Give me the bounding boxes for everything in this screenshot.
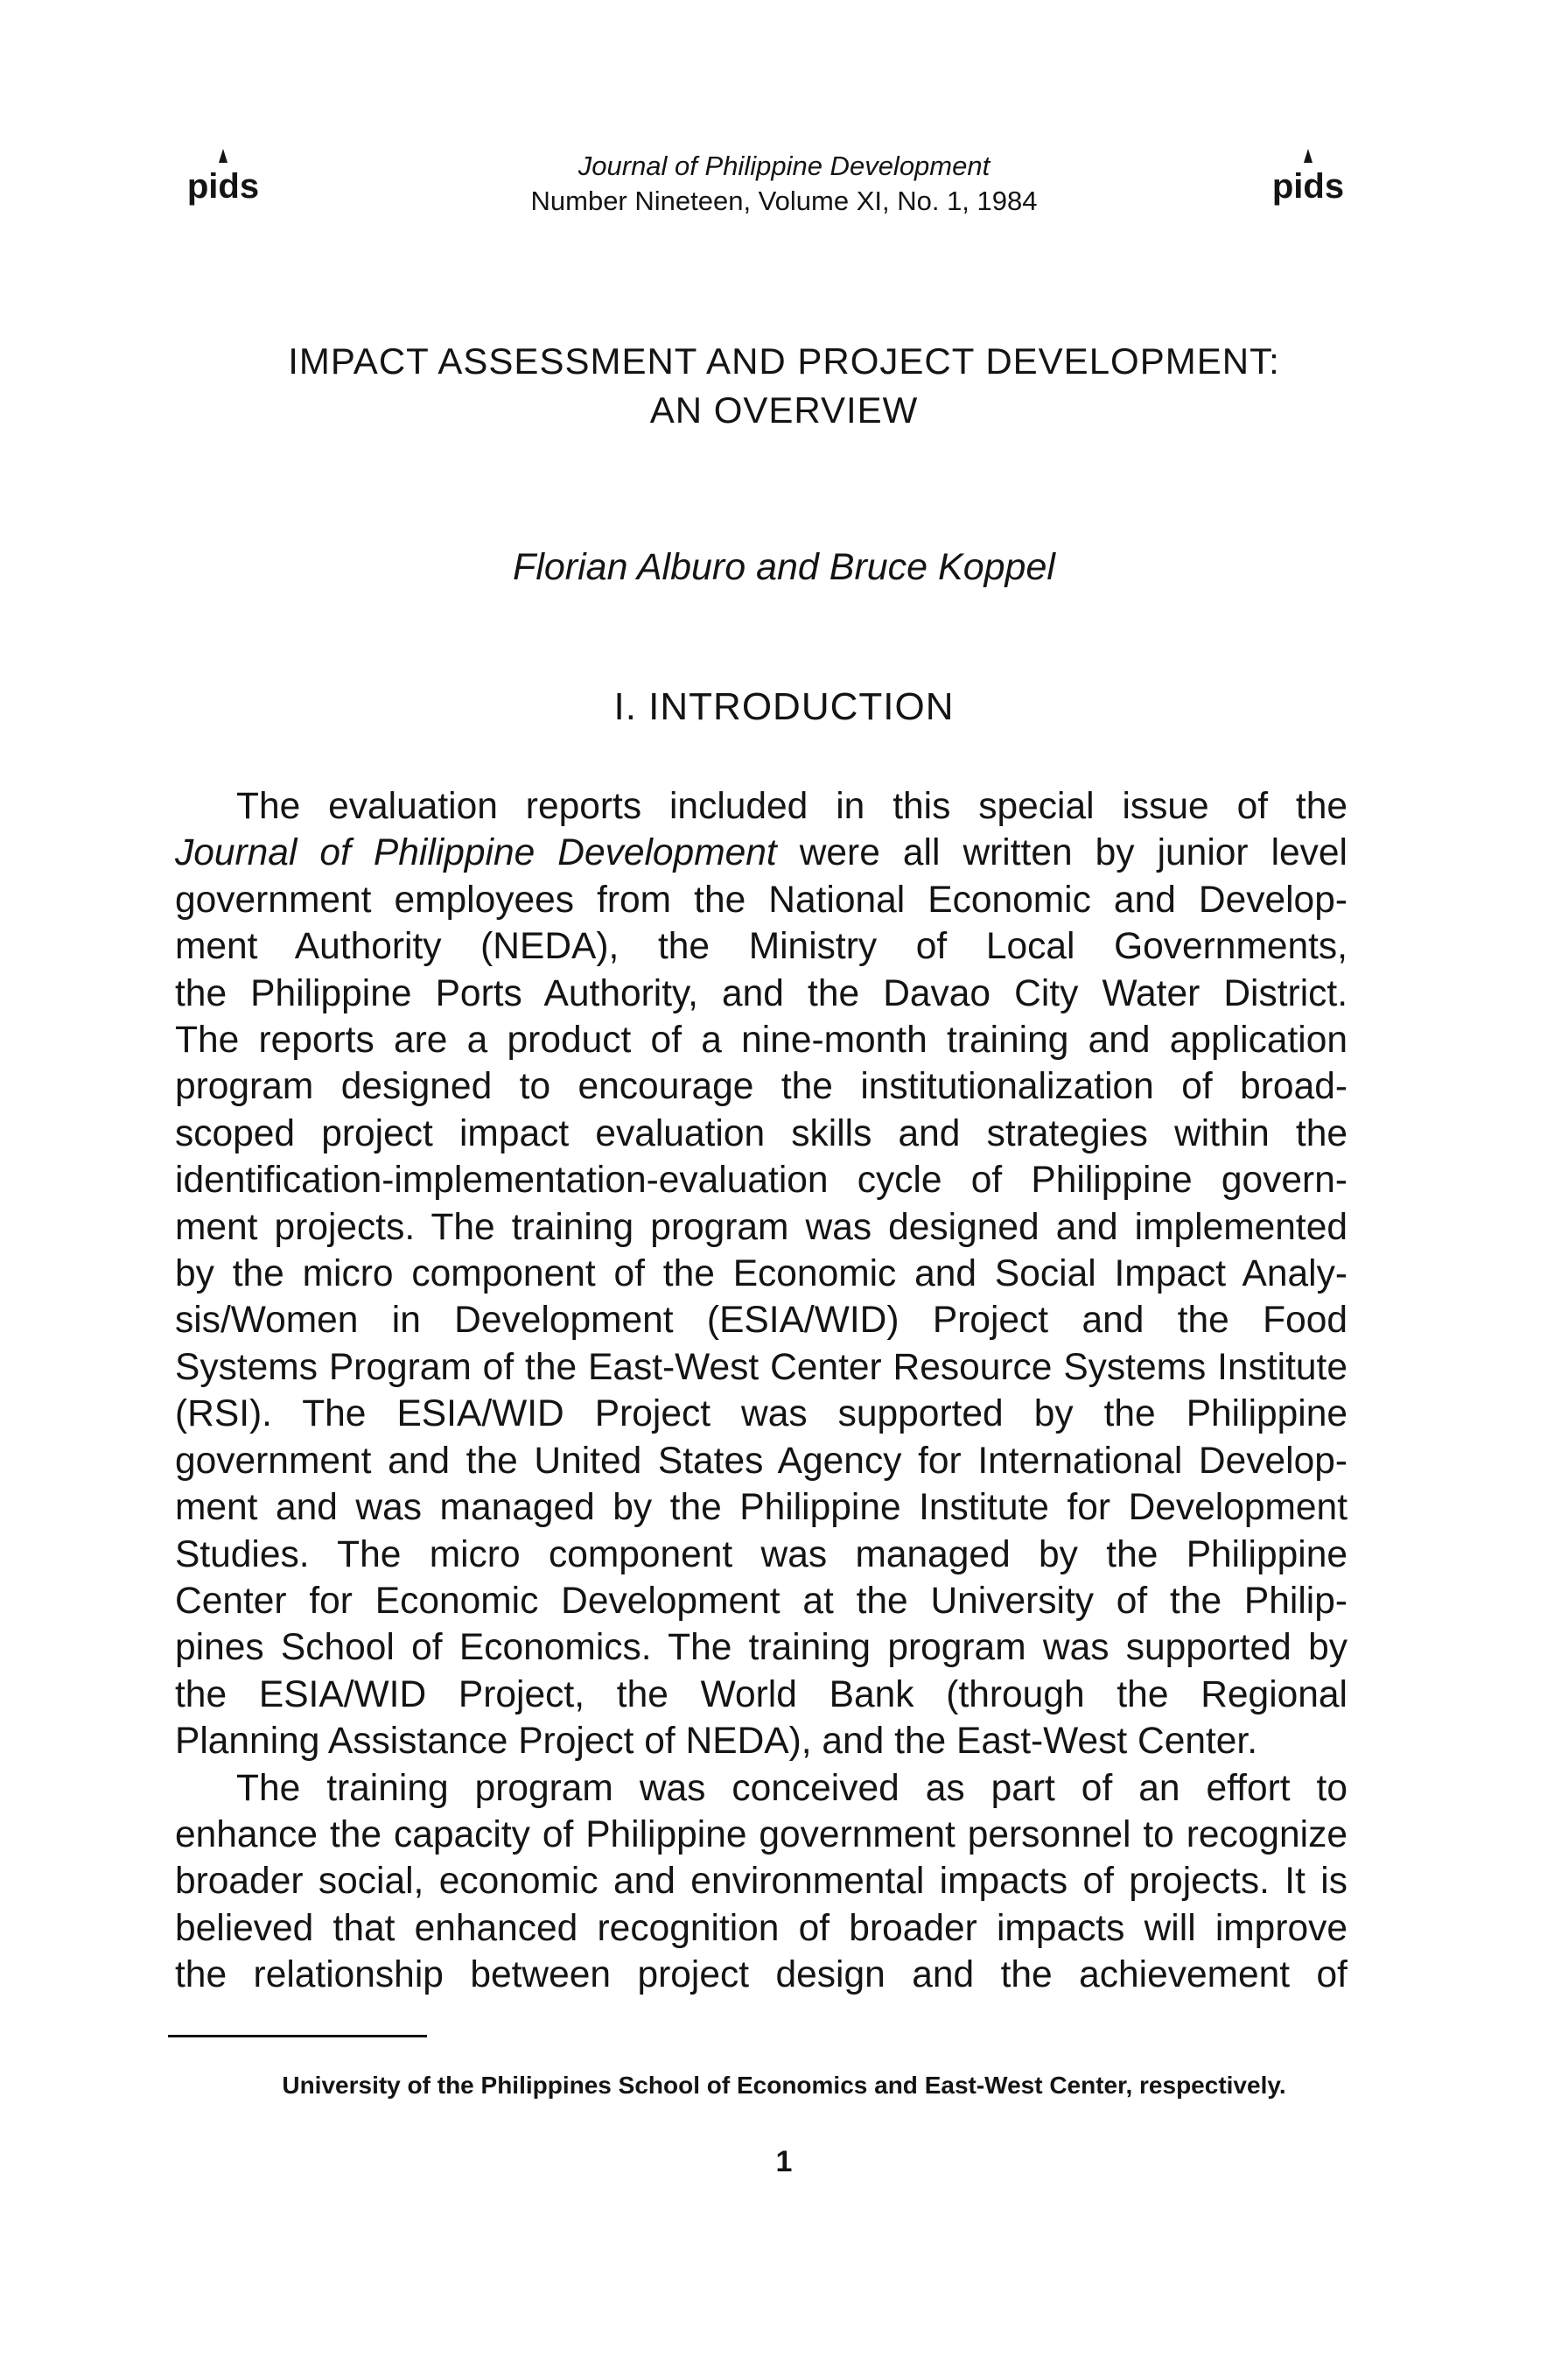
body-line: Planning Assistance Project of NEDA), and the East-West Center. — [175, 1721, 1258, 1763]
body-line: scoped project impact evaluation skills and strategies within the — [175, 1112, 1348, 1154]
footnote-divider — [168, 2035, 427, 2037]
body-line: Systems Program of the East-West Center Resource Systems Institute — [175, 1346, 1348, 1388]
body-line: program designed to encourage the institutionalization of broad- — [175, 1066, 1348, 1108]
body-line — [175, 830, 1348, 876]
article-authors: Florian Alburo and Bruce Koppel — [513, 546, 1055, 588]
body-line: ment projects. The training program was designed and implemented — [175, 1206, 1348, 1248]
journal-title-italic: Journal of Philippine Development — [175, 832, 777, 874]
body-line: government and the United States Agency for International Develop- — [175, 1440, 1348, 1482]
body-line: The training program was conceived as part of an effort to — [236, 1767, 1348, 1809]
body-line: The evaluation reports included in this special issue of the — [236, 786, 1348, 827]
body-line: the Philippine Ports Authority, and the Davao City Water District. — [175, 972, 1348, 1014]
body-line: the ESIA/WID Project, the World Bank (through the Regional — [175, 1673, 1348, 1715]
body-line: pines School of Economics. The training program was supported by — [175, 1627, 1348, 1669]
body-line: government employees from the National Economic and Develop- — [175, 879, 1348, 921]
section-heading: I. INTRODUCTION — [613, 685, 955, 728]
body-line: ment Authority (NEDA), the Ministry of Local Governments, — [175, 926, 1348, 968]
body-line: The reports are a product of a nine-month training and application — [175, 1020, 1348, 1062]
article-title — [0, 337, 1568, 435]
journal-name: Journal of Philippine Development — [578, 151, 990, 181]
body-line: by the micro component of the Economic and Social Impact Analy- — [175, 1253, 1348, 1295]
body-line: the relationship between project design and the achievement of — [175, 1954, 1348, 1996]
body-line: Center for Economic Development at the University of the Philip- — [175, 1580, 1348, 1622]
footnote: University of the Philippines School of Economics and East-West Center, respectively. — [282, 2072, 1286, 2099]
body-line-rest: were all written by junior level — [776, 832, 1348, 874]
body-line: believed that enhanced recognition of broader impacts will improve — [175, 1907, 1348, 1949]
pids-logo-right — [1260, 147, 1356, 208]
body-line: enhance the capacity of Philippine government personnel to recognize — [175, 1813, 1348, 1855]
svg-text:pids: pids — [1271, 167, 1345, 206]
journal-issue: Number Nineteen, Volume XI, No. 1, 1984 — [530, 186, 1038, 216]
article-title-line-1: IMPACT ASSESSMENT AND PROJECT DEVELOPMENT: — [288, 340, 1280, 382]
body-line: sis/Women in Development (ESIA/WID) Project and the Food — [175, 1300, 1348, 1342]
article-body — [175, 783, 1348, 1999]
body-line: ment and was managed by the Philippine Institute for Development — [175, 1487, 1348, 1529]
svg-text:pids: pids — [186, 167, 260, 206]
article-title-line-2: AN OVERVIEW — [649, 389, 919, 431]
body-line: broader social, economic and environmental impacts of projects. It is — [175, 1861, 1348, 1903]
page-number: 1 — [775, 2145, 793, 2178]
pids-logo-icon — [1260, 147, 1356, 208]
body-line: identification-implementation-evaluation cycle of Philippine govern- — [175, 1160, 1348, 1202]
body-line: Studies. The micro component was managed by the Philippine — [175, 1533, 1348, 1575]
body-line: (RSI). The ESIA/WID Project was supported by the Philippine — [175, 1393, 1348, 1435]
